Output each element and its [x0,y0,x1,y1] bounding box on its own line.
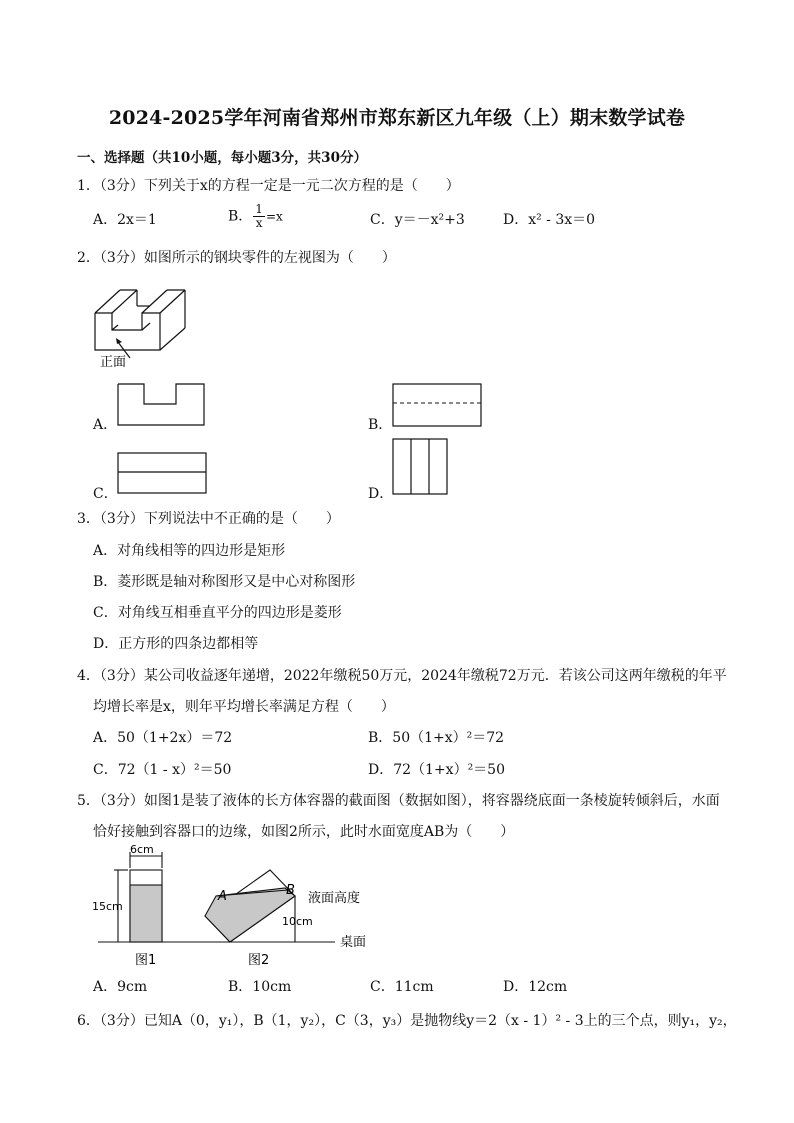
liquid-level-label: 液面高度 [308,891,361,906]
level-height-label: 10cm [282,915,313,928]
question-1-stem: 1．（3分）下列关于x的方程一定是一元二次方程的是（ ） [77,178,460,194]
q3-option-a: A．对角线相等的四边形是矩形 [93,543,286,559]
steel-part-figure [90,278,210,373]
fraction-numerator: 1 [255,202,263,216]
q3-option-c: C．对角线互相垂直平分的四边形是菱形 [93,605,342,621]
height-label: 15cm [92,900,123,913]
q1-option-b-label: B． [228,208,253,225]
q2-option-d: D． [368,486,394,502]
figure-2-caption: 图2 [248,953,270,968]
fraction-denominator: x [255,216,263,230]
q4-option-a: A．50（1+2x）＝72 [93,730,233,746]
question-3-stem: 3．（3分）下列说法中不正确的是（ ） [77,511,340,527]
q5-option-a: A．9cm [93,979,148,995]
question-5-stem-line1: 5．（3分）如图1是装了液体的长方体容器的截面图（数据如图），将容器绕底面一条棱旋转倾斜后，水面 [77,793,720,809]
q1-option-b-tail: =x [265,209,283,224]
q1-option-b [228,203,283,230]
q2-option-a-figure [116,382,208,428]
point-b-label: B [286,883,295,898]
figure-1-caption: 图1 [135,953,157,968]
q1-option-c: C．y＝－x²+3 [370,212,465,228]
q2-option-c: C． [93,486,118,502]
fraction [253,203,265,230]
question-5-stem-line2: 恰好接触到容器口的边缘，如图2所示，此时水面宽度AB为（ ） [93,824,515,840]
q2-option-b: B． [368,417,393,433]
question-6-stem: 6．（3分）已知A（0，y₁），B（1，y₂），C（3，y₃）是抛物线y＝2（x - 1）² - 3上的三个点，则y₁，y₂， [77,1013,737,1029]
q1-option-d: D．x² - 3x＝0 [503,212,596,228]
section-heading: 一、选择题（共10小题，每小题3分，共30分） [77,150,367,166]
exam-title: 2024-2025学年河南省郑州市郑东新区九年级（上）期末数学试卷 [108,107,686,129]
q5-option-c: C．11cm [370,979,434,995]
q4-option-b: B．50（1+x）²＝72 [368,730,505,746]
q3-option-d: D．正方形的四条边都相等 [93,636,259,652]
width-label: 6cm [130,843,154,856]
q2-option-a: A． [93,417,118,433]
q3-option-b: B．菱形既是轴对称图形又是中心对称图形 [93,574,356,590]
question-2-stem: 2．（3分）如图所示的钢块零件的左视图为（ ） [77,250,396,266]
question-4-stem-line2: 均增长率是x，则年平均增长率满足方程（ ） [93,699,395,715]
q4-option-d: D．72（1+x）²＝50 [368,762,505,778]
container-figure [90,840,390,970]
q2-option-d-figure [391,437,451,497]
point-a-label: A [218,889,227,904]
q2-option-c-figure [116,451,208,495]
q2-option-b-figure [391,382,483,428]
table-label: 桌面 [340,935,367,950]
q1-option-a: A．2x＝1 [93,212,157,228]
q5-option-d: D．12cm [503,979,568,995]
q4-option-c: C．72（1 - x）²＝50 [93,762,232,778]
q5-option-b: B．10cm [228,979,292,995]
front-label: 正面 [100,355,127,370]
question-4-stem-line1: 4．（3分）某公司收益逐年递增，2022年缴税50万元，2024年缴税72万元．若该公司这两年缴税的年平 [77,668,727,684]
